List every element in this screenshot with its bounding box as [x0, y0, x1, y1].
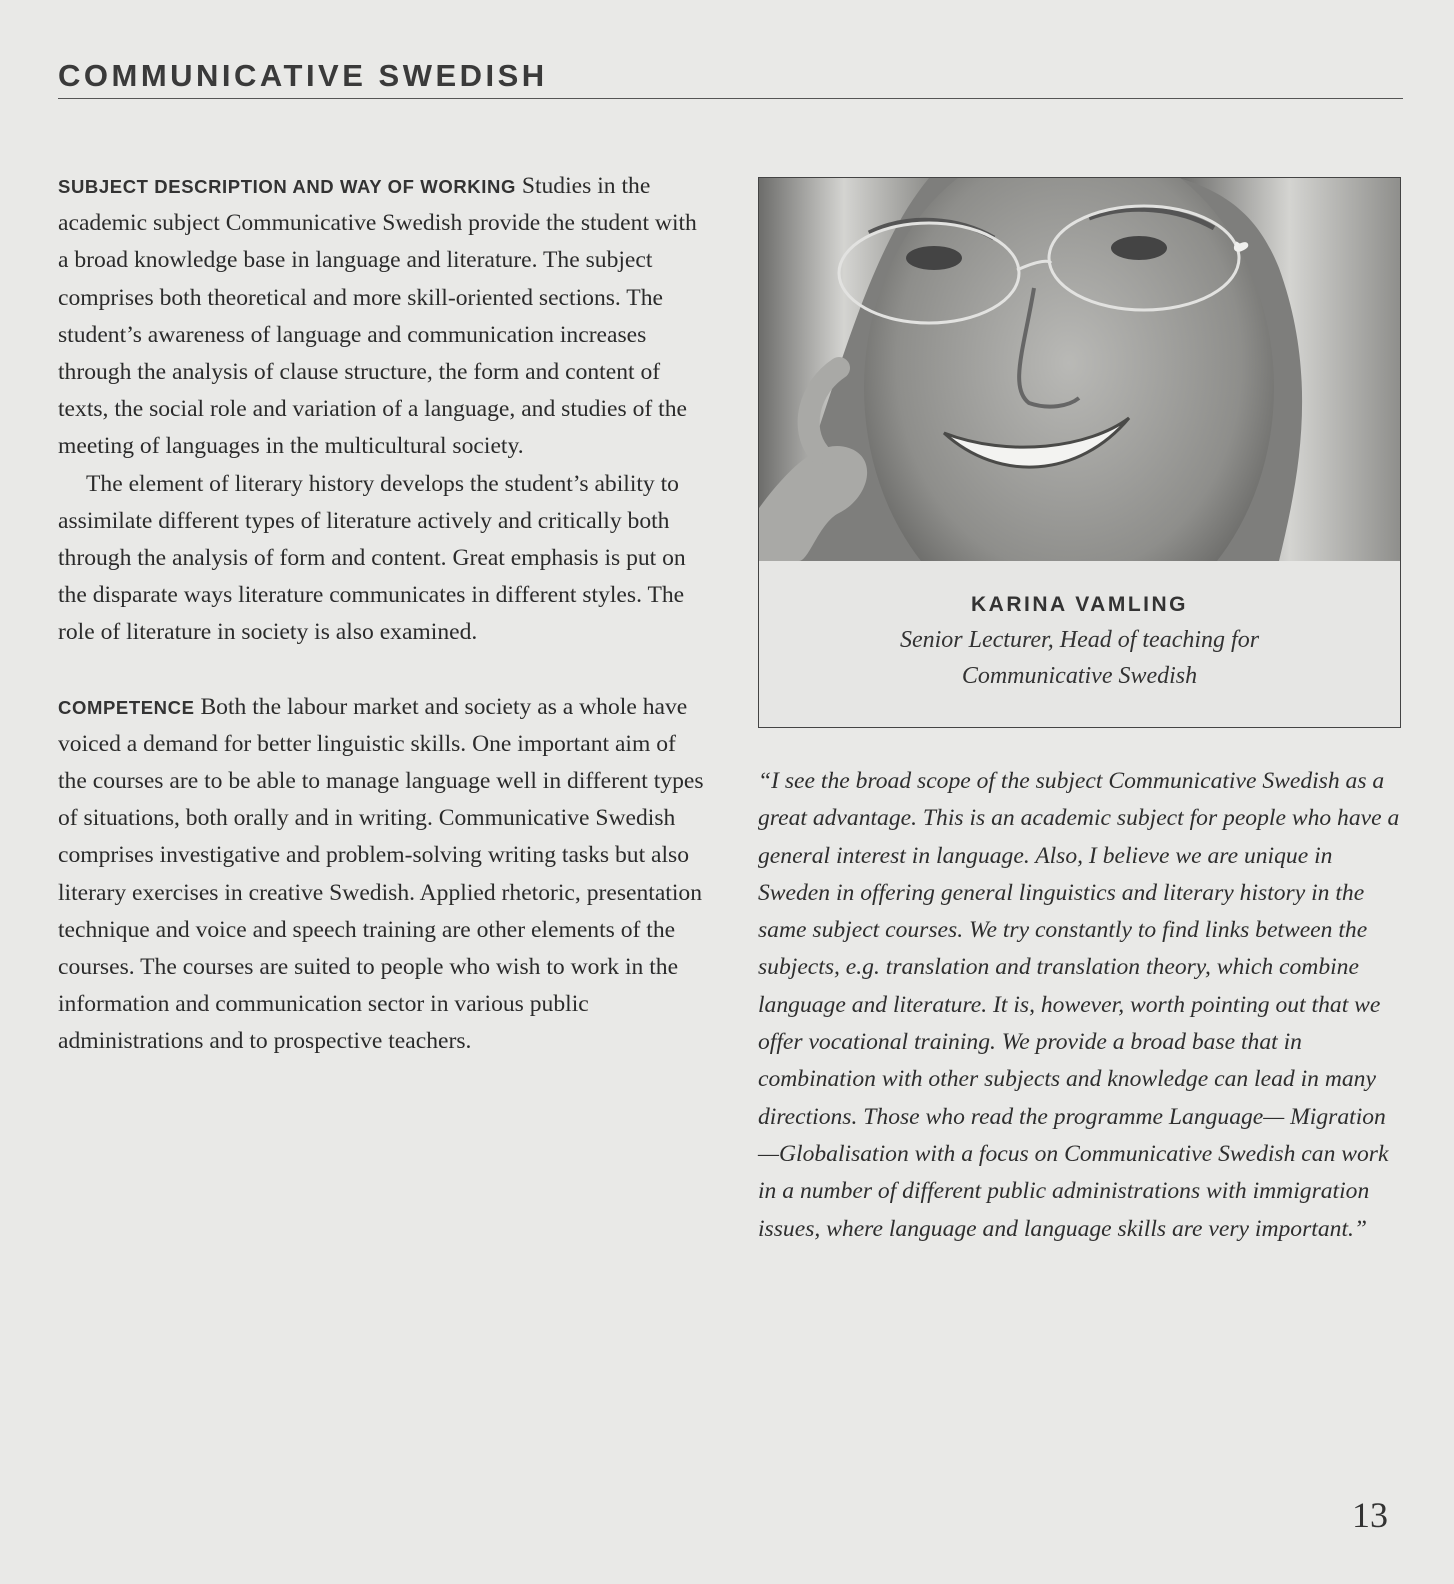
subject-paragraph-2: The element of literary history develops the student’s ability to assimilate different types of literature actively and critically both through the analysis of form and content. Great emphasis is put on the disparate ways literature communicates in different styles. The role of literature in society is also examined. — [58, 470, 686, 646]
competence-text: Both the labour market and society as a whole have voiced a demand for better linguistic skills. One important aim of the courses are to be able to manage language well in different types of situations, both orally and in writing. Communicative Swedish comprises investigative and problem-solving writing tasks but also literary exercises in creative Swedish. Applied rhetoric, presentation technique and voice and speech training are other elements of the courses. The courses are suited to people who wish to work in the information and communication sector in various public administrations and to prospective teachers. — [58, 693, 704, 1055]
portrait-photo — [759, 178, 1400, 561]
page-number: 13 — [1352, 1495, 1388, 1535]
competence-paragraph — [58, 689, 708, 1061]
portrait-illustration — [759, 178, 1400, 561]
portrait-role-line-2: Communicative Swedish — [961, 663, 1198, 689]
page-title: COMMUNICATIVE SWEDISH — [58, 58, 1403, 99]
competence-heading: COMPETENCE — [58, 696, 195, 718]
subject-paragraph-1 — [58, 168, 708, 466]
portrait-box — [758, 177, 1401, 728]
portrait-role-line-1: Senior Lecturer, Head of teaching for — [899, 627, 1260, 653]
body-text-column — [58, 168, 708, 1061]
quote-text: “I see the broad scope of the subject Communicative Swedish as a great advantage. This is an academic subject for people who have a general interest in language. Also, I believe we are unique in Sweden in offering general linguistics and literary history in the same subject courses. We try constantly to find links between the subjects, e.g. translation and translation theory, which combine language and literature. It is, however, worth pointing out that we offer vocational training. We provide a broad base that in combination with other subjects and knowledge can lead in many directions. Those who read the programme Language— Migration—Globalisation with a focus on Communicative Swedish can work in a number of different public administrations with immigration issues, where language and language skills are very important.” — [758, 768, 1400, 1242]
portrait-caption — [759, 588, 1400, 694]
portrait-name: KARINA VAMLING — [971, 593, 1188, 616]
subject-text-1: Studies in the academic subject Communicative Swedish provide the student with a broad knowledge base in language and literature. The subject comprises both theoretical and more skill-oriented sections. The student’s awareness of language and communication increases through the analysis of clause structure, the form and content of texts, the social role and variation of a language, and studies of the meeting of languages in the multicultural society. — [58, 173, 697, 460]
subject-heading: SUBJECT DESCRIPTION AND WAY OF WORKING — [58, 176, 516, 197]
